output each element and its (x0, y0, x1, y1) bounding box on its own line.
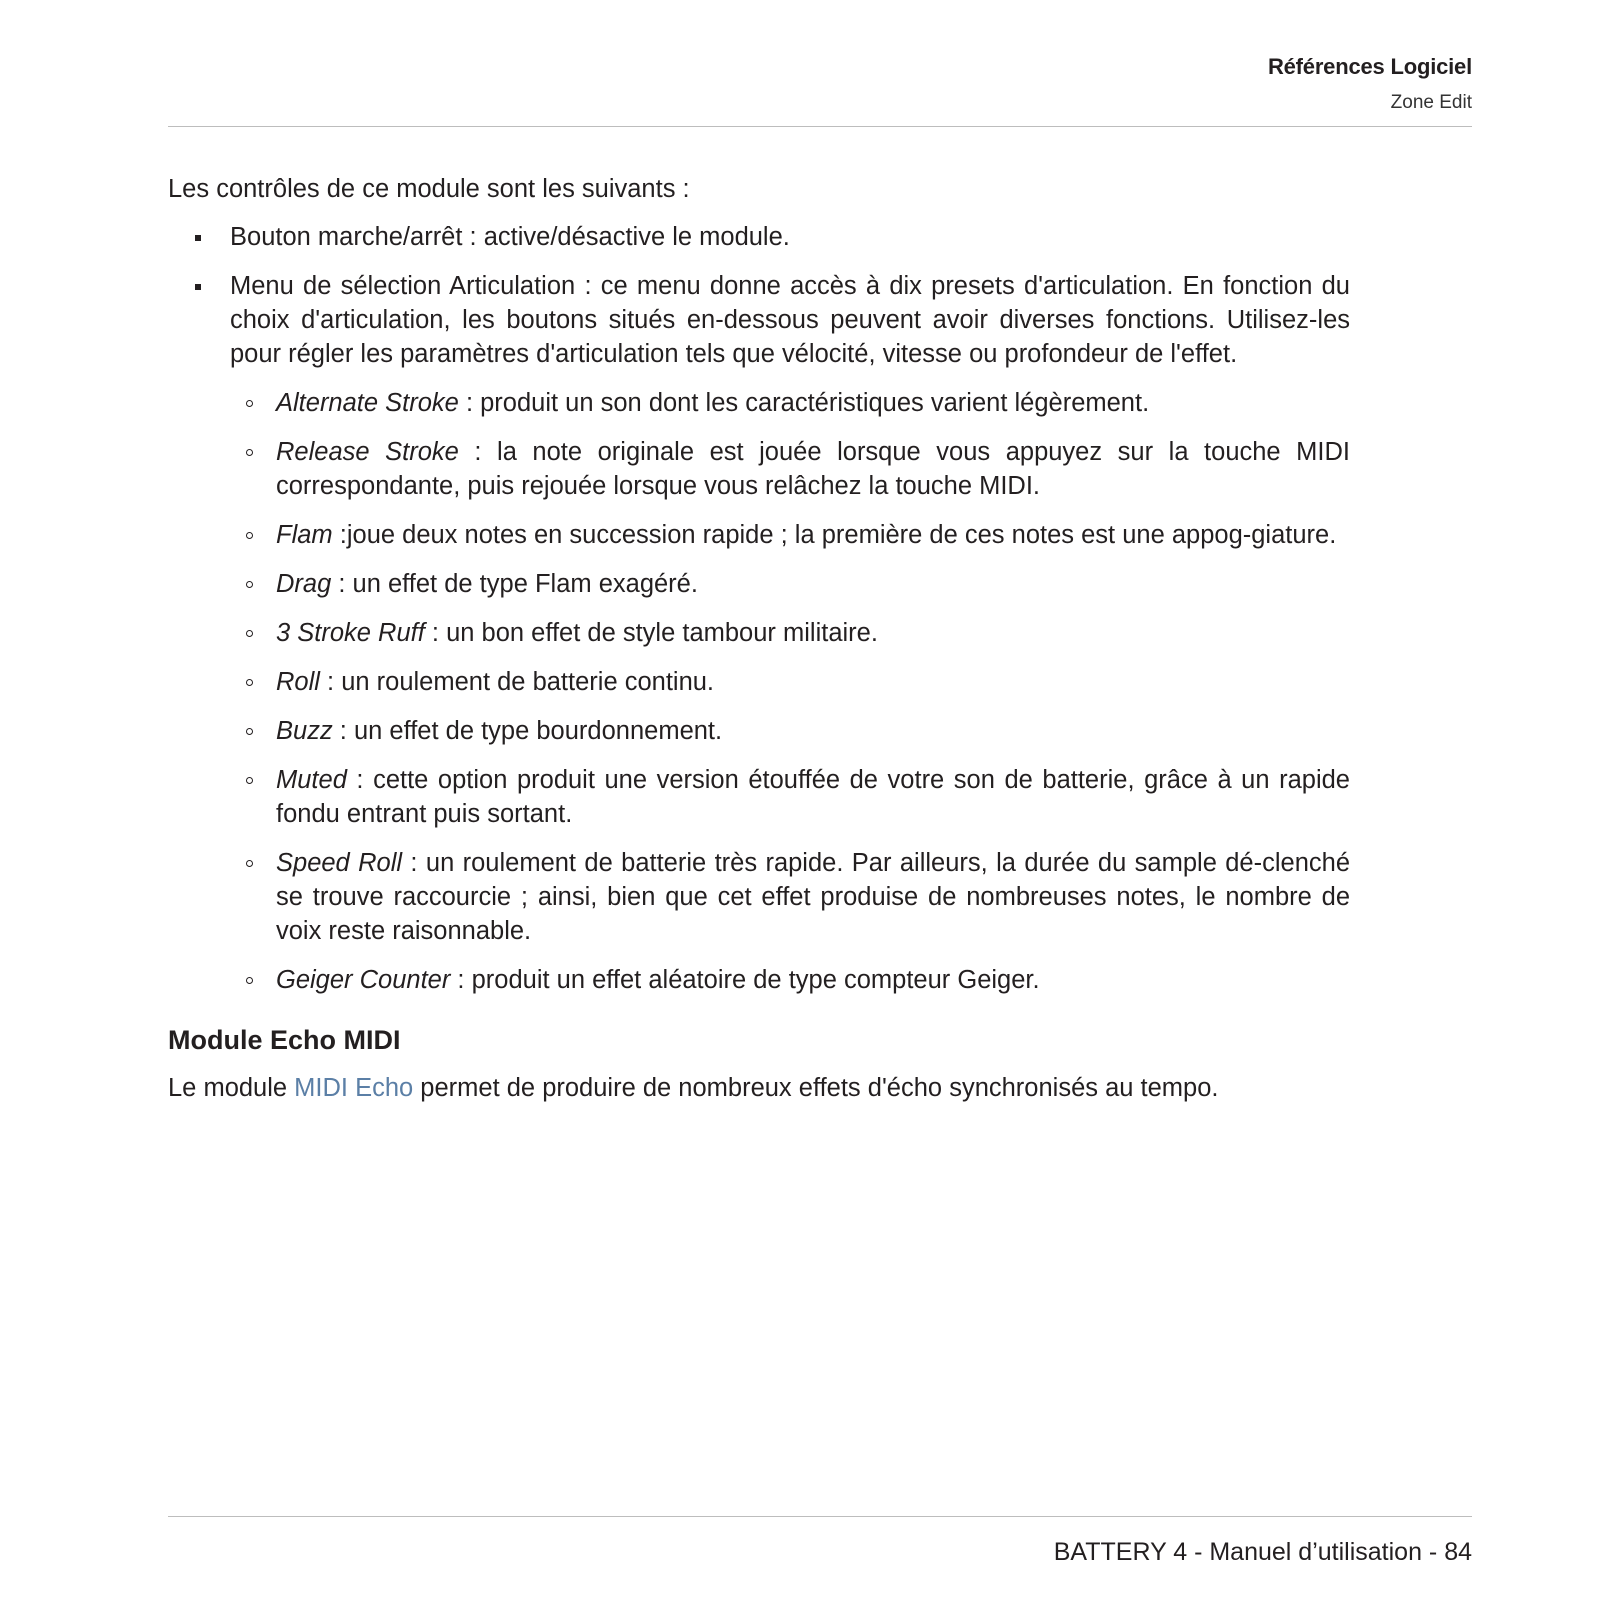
page-footer: BATTERY 4 - Manuel d’utilisation - 84 (168, 1516, 1472, 1567)
list-item (168, 518, 1350, 552)
square-bullet-icon (195, 284, 201, 290)
list-item (168, 220, 1350, 254)
circle-bullet-icon (246, 679, 253, 686)
section-text-after: permet de produire de nombreux effets d'écho synchronisés au tempo. (413, 1074, 1219, 1102)
circle-bullet-icon (246, 860, 253, 867)
circle-bullet-icon (246, 777, 253, 784)
circle-bullet-icon (246, 728, 253, 735)
articulation-desc: : produit un son dont les caractéristiques varient légèrement. (458, 389, 1150, 417)
list-item (168, 616, 1350, 650)
articulation-desc: : un effet de type Flam exagéré. (331, 570, 698, 598)
list-item (168, 665, 1350, 699)
articulation-term: Muted (276, 766, 347, 794)
square-bullet-icon (195, 235, 201, 241)
list-item (168, 763, 1350, 831)
section-text-before: Le module (168, 1074, 295, 1102)
articulation-term: Flam (276, 521, 333, 549)
section-paragraph (168, 1071, 1350, 1105)
page-content (168, 172, 1350, 1105)
articulation-desc: : un roulement de batterie continu. (319, 668, 715, 696)
chapter-title: Références Logiciel (1267, 54, 1472, 79)
articulation-desc: : produit un effet aléatoire de type compteur Geiger. (450, 966, 1040, 994)
section-heading: Module Echo MIDI (168, 1025, 401, 1055)
page-header (168, 50, 1472, 127)
list-item (168, 846, 1350, 948)
circle-bullet-icon (246, 400, 253, 407)
midi-echo-link[interactable]: MIDI Echo (294, 1074, 414, 1102)
articulation-desc: : cette option produit une version étouffée de votre son de batterie, grâce à un rapide fondu entrant puis sortant. (276, 766, 1350, 828)
articulation-term: Speed Roll (276, 849, 403, 877)
list-item (168, 269, 1350, 997)
articulation-desc: : la note originale est jouée lorsque vous appuyez sur la touche MIDI correspondante, puis rejouée lorsque vous relâchez la touche MIDI. (276, 438, 1351, 500)
articulation-desc: :joue deux notes en succession rapide ; la première de ces notes est une appog-giature. (332, 521, 1337, 549)
articulation-desc: : un bon effet de style tambour militaire. (424, 619, 878, 647)
list-item (168, 567, 1350, 601)
articulation-term: Roll (276, 668, 320, 696)
list-item (168, 714, 1350, 748)
circle-bullet-icon (246, 977, 253, 984)
articulation-term: 3 Stroke Ruff (276, 619, 425, 647)
circle-bullet-icon (246, 532, 253, 539)
articulation-desc: : un roulement de batterie très rapide. Par ailleurs, la durée du sample dé-clenché se trouve raccourcie ; ainsi, bien que cet effet produise de nombreuses notes, le nombre de voix reste raisonnable. (276, 849, 1350, 945)
articulation-term: Geiger Counter (276, 966, 451, 994)
list-item (168, 963, 1350, 997)
articulation-term: Release Stroke (276, 438, 459, 466)
articulation-list (230, 386, 1350, 997)
circle-bullet-icon (246, 630, 253, 637)
articulation-term: Drag (276, 570, 332, 598)
articulation-desc: : un effet de type bourdonnement. (332, 717, 723, 745)
intro-paragraph: Les contrôles de ce module sont les suivants : (168, 175, 690, 203)
articulation-term: Alternate Stroke (276, 389, 459, 417)
list-item (168, 435, 1350, 503)
articulation-term: Buzz (276, 717, 333, 745)
controls-list (168, 220, 1350, 997)
circle-bullet-icon (246, 449, 253, 456)
circle-bullet-icon (246, 581, 253, 588)
list-item-text: Menu de sélection Articulation : ce menu donne accès à dix presets d'articulation. En fonction du choix d'articulation, les boutons situés en-dessous peuvent avoir diverses fonctions. Utilisez-les pour régler les paramètres d'articulation tels que vélocité, vitesse ou profondeur de l'effet. (230, 272, 1350, 368)
list-item (168, 386, 1350, 420)
list-item-text: Bouton marche/arrêt : active/désactive le module. (230, 223, 790, 251)
section-subtitle: Zone Edit (1390, 92, 1472, 113)
